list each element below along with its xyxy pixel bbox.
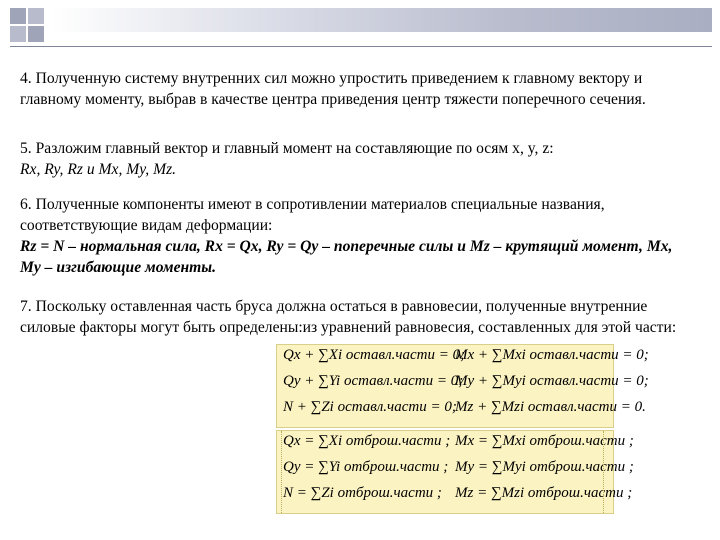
paragraph-7 <box>20 296 692 338</box>
formula-left: Qx = ∑Xi отброш.части ; <box>283 433 451 449</box>
formula-row <box>277 459 634 487</box>
paragraph-5-line2: Rx, Ry, Rz и Mx, My, Mz. <box>20 161 177 178</box>
paragraph-4-text: 4. Полученную систему внутренних сил можно упростить приведением к главному вектору и главному моменту, выбрав в качестве центра приведения центр тяжести поперечного сечения. <box>20 70 646 108</box>
paragraph-4 <box>20 68 692 110</box>
formula-right: My = ∑Myi отброш.части ; <box>455 459 634 475</box>
formula-row <box>277 399 646 427</box>
dotted-divider <box>603 431 604 513</box>
paragraph-6-definitions: Rz = N – нормальная сила, Rx = Qx, Ry = Qy – поперечные силы и Mz – крутящий момент, Mx, My – изгибающие моменты. <box>20 238 673 276</box>
formula-left: Qy = ∑Yi отброш.части ; <box>283 459 449 475</box>
dotted-divider <box>281 431 282 513</box>
decor-square <box>28 8 44 24</box>
equilibrium-discarded-box <box>276 430 634 514</box>
formula-left: Qy + ∑Yi оставл.части = 0; <box>283 373 464 389</box>
paragraph-5 <box>20 138 692 180</box>
formula-row <box>277 485 633 513</box>
formula-row <box>277 373 649 401</box>
formula-right: Mx + ∑Mxi оставл.части = 0; <box>455 347 649 363</box>
paragraph-6 <box>20 194 692 278</box>
formula-right: Mz = ∑Mzi отброш.части ; <box>455 485 633 501</box>
header-gradient-bar <box>52 8 712 32</box>
formula-left: Qx + ∑Xi оставл.части = 0; <box>283 347 466 363</box>
formula-right: My + ∑Myi оставл.части = 0; <box>455 373 649 389</box>
formula-right: Mz + ∑Mzi оставл.части = 0. <box>455 399 646 415</box>
decor-square <box>10 26 26 42</box>
formula-left: N = ∑Zi отброш.части ; <box>283 485 442 501</box>
header-divider <box>10 46 712 47</box>
decor-square <box>28 26 44 42</box>
equilibrium-remaining-box <box>276 344 649 428</box>
formula-left: N + ∑Zi оставл.части = 0; <box>283 399 457 415</box>
paragraph-5-line1: 5. Разложим главный вектор и главный момент на составляющие по осям x, y, z: <box>20 140 554 157</box>
formula-right: Mx = ∑Mxi отброш.части ; <box>455 433 634 449</box>
decor-square <box>10 8 26 24</box>
paragraph-7-text: 7. Поскольку оставленная часть бруса должна остаться в равновесии, полученные внутренние силовые факторы могут быть определены:из уравнений равновесия, составленных для этой части: <box>20 298 677 336</box>
paragraph-6-text: 6. Полученные компоненты имеют в сопротивлении материалов специальные названия, соответствующие видам деформации: <box>20 196 605 234</box>
formula-row <box>277 347 649 375</box>
formula-row <box>277 433 634 461</box>
